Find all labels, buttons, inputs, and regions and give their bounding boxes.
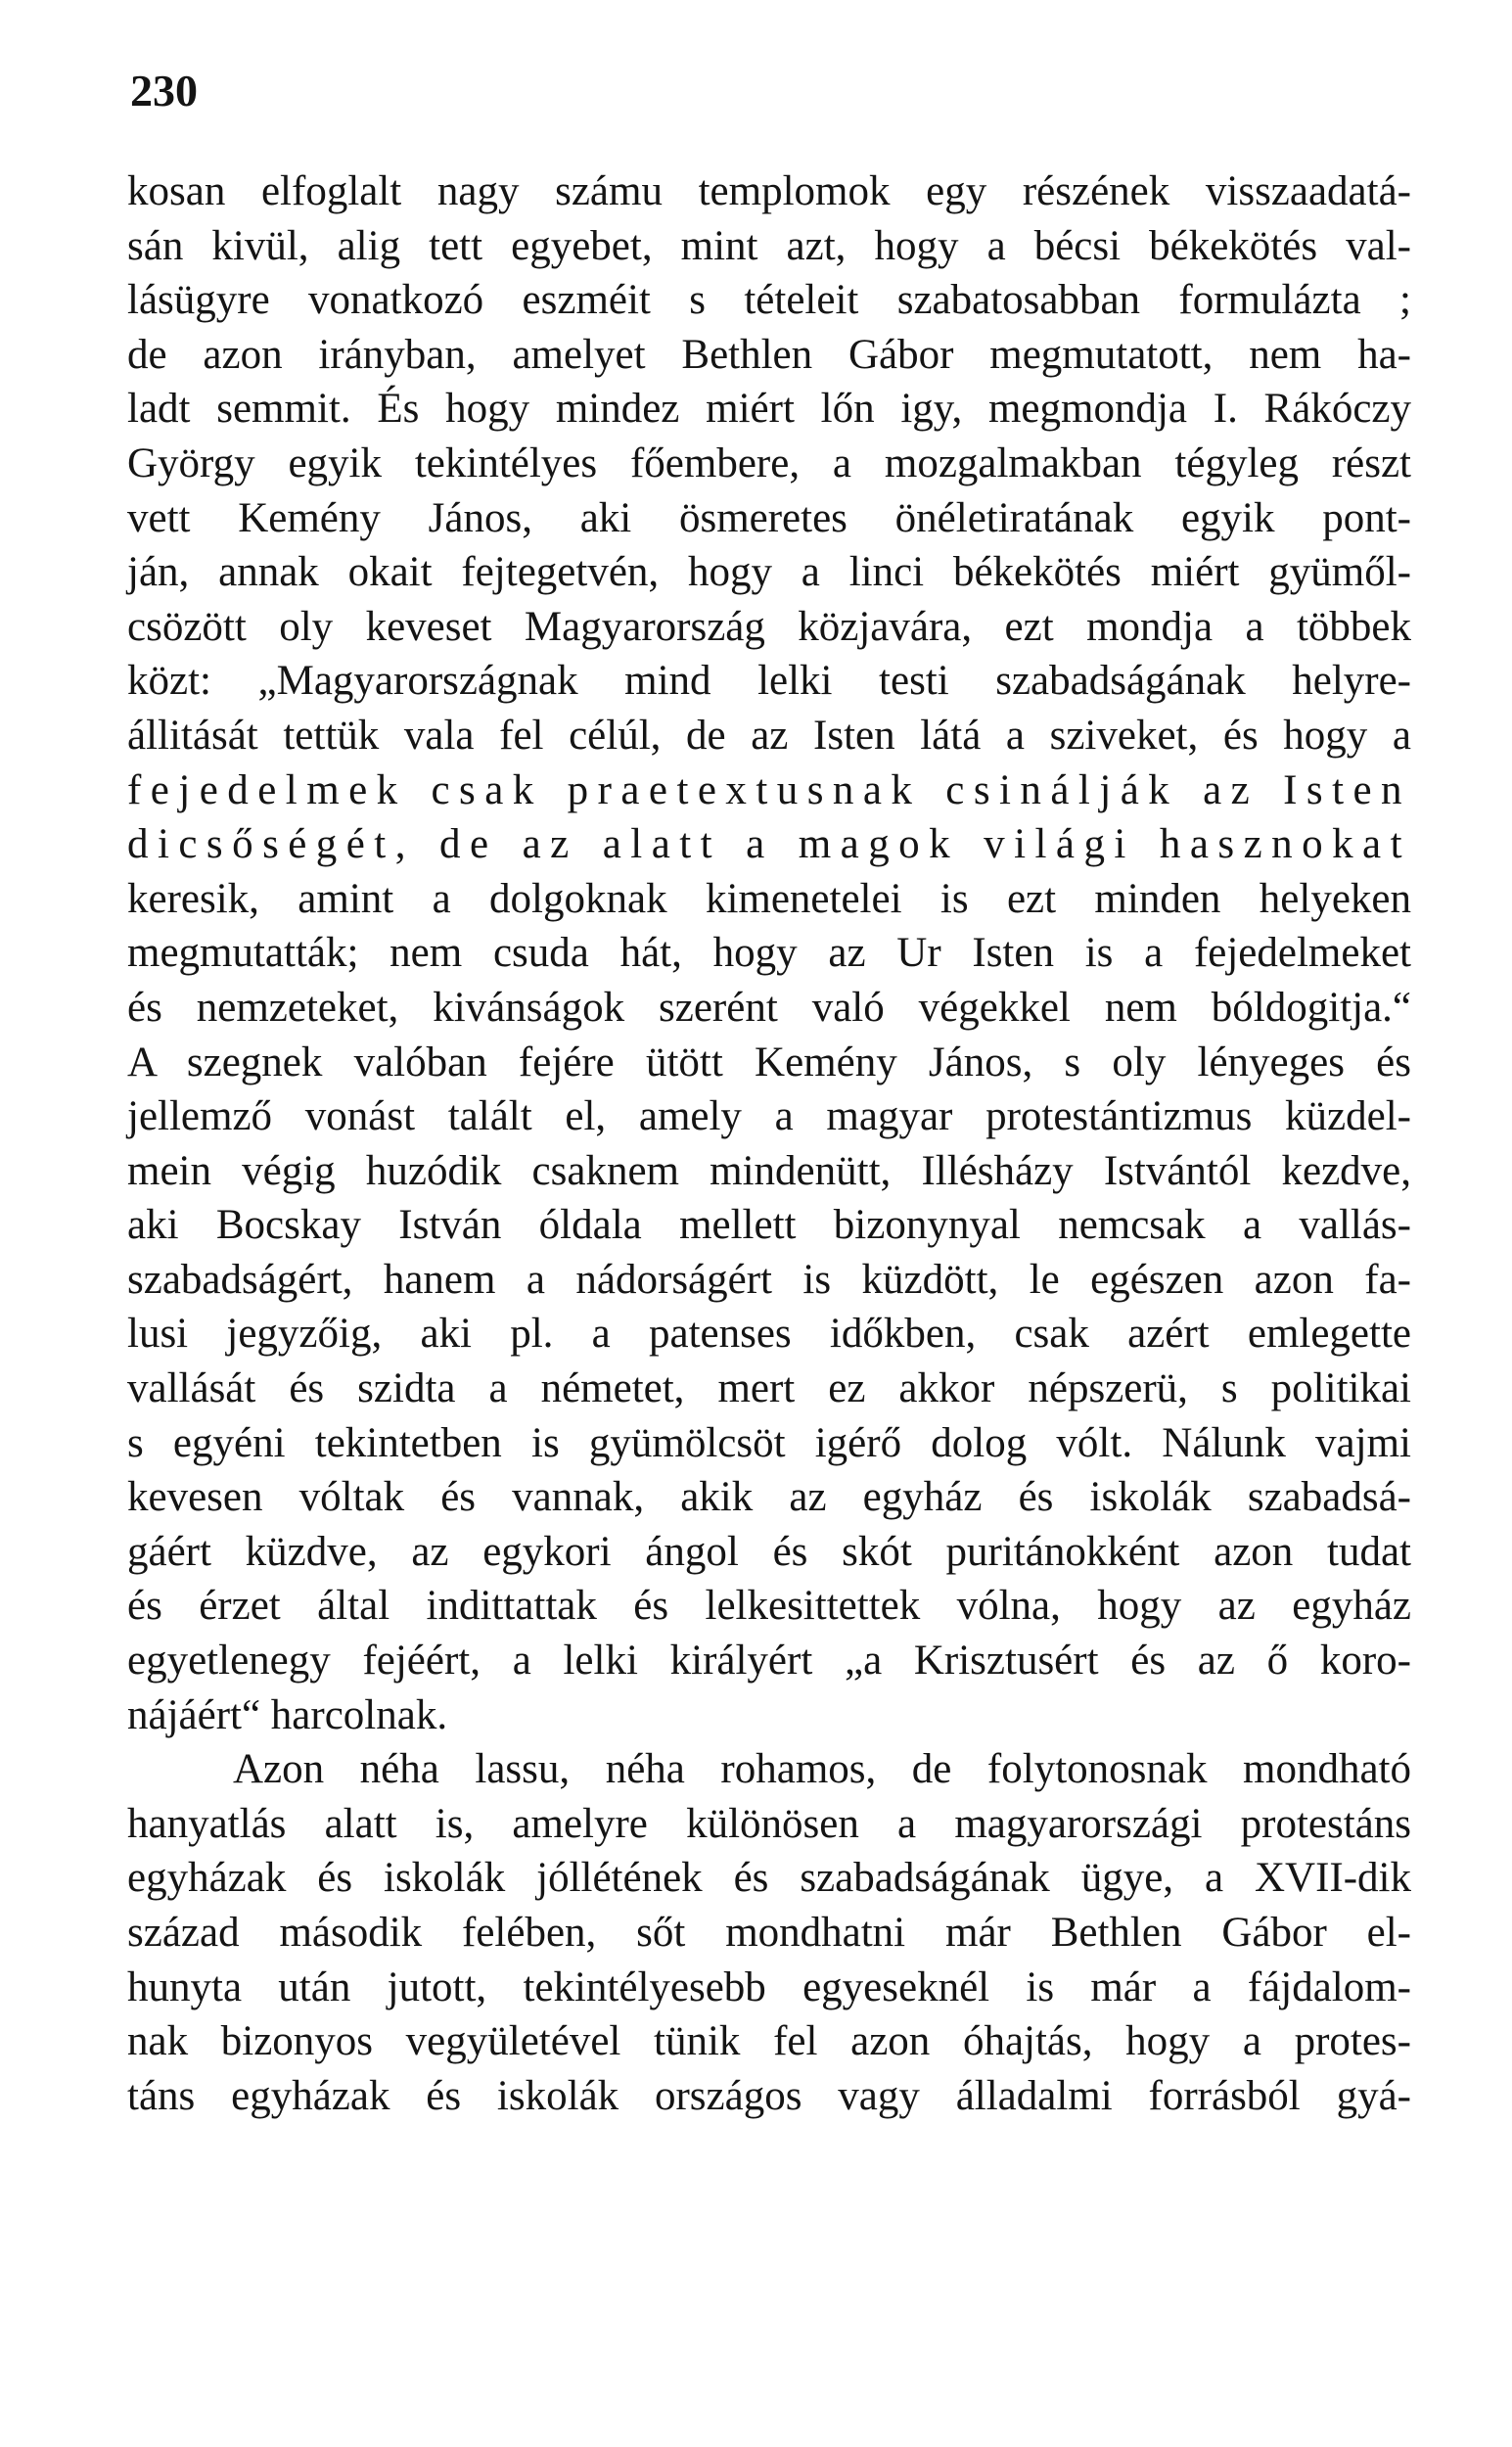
text-line: csözött oly keveset Magyarország közjavára, ezt mondja a többek xyxy=(127,603,1411,650)
text-line: egyházak és iskolák jóllétének és szabadságának ügye, a XVII-dik xyxy=(127,1855,1411,1902)
text-line-emphasis: dicsőségét, de az alatt a magok világi hasznokat xyxy=(127,821,1411,868)
text-line: egyetlenegy fejéért, a lelki királyért „a Krisztusért és az ő koro- xyxy=(127,1638,1411,1685)
text-line: nak bizonyos vegyületével tünik fel azon óhajtás, hogy a protes- xyxy=(127,2018,1411,2065)
text-line: kevesen vóltak és vannak, akik az egyház és iskolák szabadsá- xyxy=(127,1474,1411,1521)
text-line: vett Kemény János, aki ösmeretes önéletiratának egyik pont- xyxy=(127,494,1411,541)
text-line: sán kivül, alig tett egyebet, mint azt, hogy a bécsi békekötés val- xyxy=(127,222,1411,269)
text-line: jellemző vonást talált el, amely a magyar protestántizmus küzdel- xyxy=(127,1093,1411,1140)
text-line: de azon irányban, amelyet Bethlen Gábor megmutatott, nem ha- xyxy=(127,331,1411,378)
text-line: ján, annak okait fejtegetvén, hogy a linci békekötés miért gyümől- xyxy=(127,549,1411,596)
text-line: század második felében, sőt mondhatni már Bethlen Gábor el- xyxy=(127,1910,1411,1956)
page-number: 230 xyxy=(130,66,198,115)
text-line: aki Bocskay István óldala mellett bizonynyal nemcsak a vallás- xyxy=(127,1202,1411,1249)
text-line: és érzet által indittattak és lelkesittettek vólna, hogy az egyház xyxy=(127,1583,1411,1630)
text-line: Azon néha lassu, néha rohamos, de folytonosnak mondható xyxy=(233,1746,1411,1793)
text-line: megmutatták; nem csuda hát, hogy az Ur Isten is a fejedelmeket xyxy=(127,930,1411,977)
text-line: keresik, amint a dolgoknak kimenetelei is ezt minden helyeken xyxy=(127,875,1411,922)
text-line: lásügyre vonatkozó eszméit s tételeit szabatosabban formulázta ; xyxy=(127,277,1411,324)
text-line: táns egyházak és iskolák országos vagy álladalmi forrásból gyá- xyxy=(127,2072,1411,2119)
text-line: s egyéni tekintetben is gyümölcsöt igérő dolog vólt. Nálunk vajmi xyxy=(127,1419,1411,1466)
text-line-emphasis: fejedelmek csak praetextusnak csinálják az Isten xyxy=(127,766,1411,813)
text-line: mein végig huzódik csaknem mindenütt, Illésházy Istvántól kezdve, xyxy=(127,1147,1411,1194)
text-line: György egyik tekintélyes főembere, a mozgalmakban tégyleg részt xyxy=(127,439,1411,486)
text-line: gáért küzdve, az egykori ángol és skót puritánokként azon tudat xyxy=(127,1528,1411,1575)
text-line: nájáért“ harcolnak. xyxy=(127,1691,448,1738)
text-line: kosan elfoglalt nagy számu templomok egy részének visszaadatá- xyxy=(127,168,1411,214)
text-line: szabadságért, hanem a nádorságért is küzdött, le egészen azon fa- xyxy=(127,1256,1411,1303)
text-line: állitását tettük vala fel célúl, de az Isten látá a sziveket, és hogy a xyxy=(127,712,1411,759)
text-line: hunyta után jutott, tekintélyesebb egyeseknél is már a fájdalom- xyxy=(127,1963,1411,2010)
text-line: ladt semmit. És hogy mindez miért lőn igy, megmondja I. Rákóczy xyxy=(127,386,1411,433)
text-line: A szegnek valóban fejére ütött Kemény János, s oly lényeges és xyxy=(127,1039,1411,1085)
text-line: hanyatlás alatt is, amelyre különösen a magyarországi protestáns xyxy=(127,1800,1411,1847)
text-line: vallását és szidta a németet, mert ez akkor népszerü, s politikai xyxy=(127,1365,1411,1412)
text-line: lusi jegyzőig, aki pl. a patenses időkben, csak azért emlegette xyxy=(127,1311,1411,1358)
body-text xyxy=(127,164,1411,2123)
text-line: és nemzeteket, kivánságok szerént való végekkel nem bóldogitja.“ xyxy=(127,984,1411,1031)
text-line: közt: „Magyarországnak mind lelki testi szabadságának helyre- xyxy=(127,658,1411,705)
